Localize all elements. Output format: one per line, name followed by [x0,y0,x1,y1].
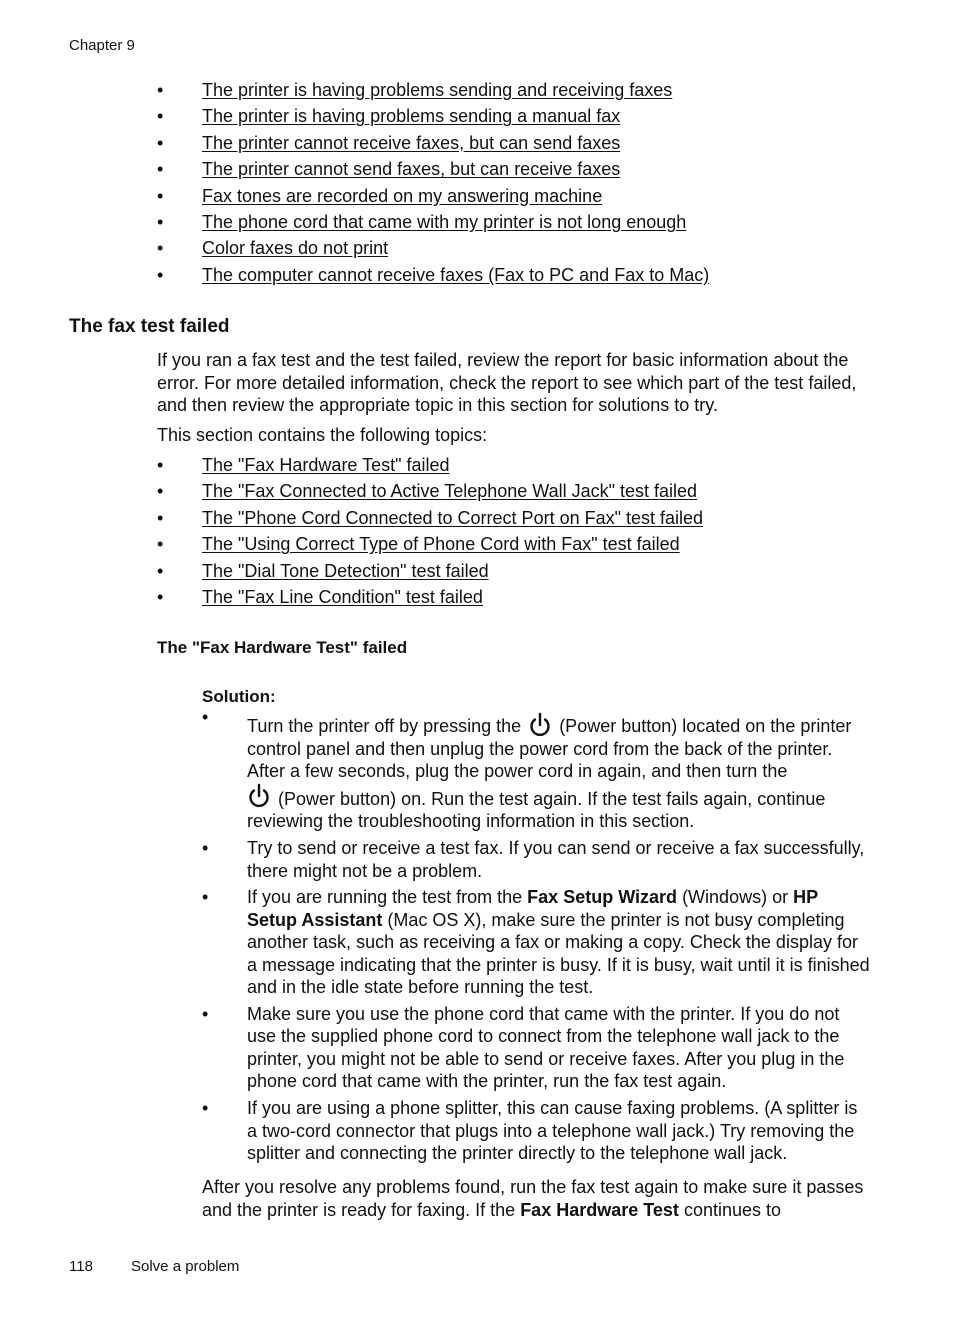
power-button-icon [247,783,271,809]
topic-link[interactable]: The "Dial Tone Detection" test failed [202,560,489,581]
solution-text: Make sure you use the phone cord that came with the printer. If you do not use the supplied phone cord to connect from the telephone wall jack to the printer, you might not be able to send or receive faxes. After you plug in the phone cord that came with the printer, run the fax test again. [247,1003,845,1092]
list-item [157,507,703,533]
closing-text: After you resolve any problems found, run the fax test again to make sure it passes and the printer is ready for faxing. If the [202,1177,864,1220]
solution-text: If you are running the test from the [247,887,523,908]
bullet: • [157,238,164,259]
list-item [157,533,703,559]
bullet: • [157,507,164,528]
topic-link[interactable]: The printer is having problems sending a manual fax [202,106,621,127]
list-item [157,158,709,184]
bullet: • [157,534,164,555]
related-topics-list [157,79,709,290]
section-heading: The fax test failed [69,316,230,337]
bullet: • [202,1003,209,1024]
topic-link[interactable]: The printer cannot send faxes, but can receive faxes [202,159,621,180]
power-button-icon [528,712,552,738]
topic-link[interactable]: The printer is having problems sending and receiving faxes [202,80,673,100]
bullet: • [157,80,164,100]
topic-link[interactable]: The "Fax Connected to Active Telephone Wall Jack" test failed [202,481,698,502]
solution-text: (Mac OS X), make sure the printer is not busy completing another task, such as receiving a fax or making a copy. Check the display for a message indicating that the printer is busy. If it is busy, wait until it is finished and in the idle state before running the test. [247,909,870,998]
bullet: • [157,185,164,206]
solution-item [202,1003,872,1093]
bullet: • [157,264,164,285]
topic-link[interactable]: Fax tones are recorded on my answering machine [202,185,603,206]
solution-item [202,1097,872,1164]
topic-link[interactable]: Color faxes do not print [202,238,389,259]
list-item [157,211,709,237]
bullet: • [157,106,164,127]
topic-link[interactable]: The computer cannot receive faxes (Fax to PC and Fax to Mac) [202,264,710,285]
solution-text: (Power button) on. Run the test again. If the test fails again, continue reviewing the troubleshooting information in this section. [247,788,826,832]
bullet: • [157,481,164,502]
section-intro: If you ran a fax test and the test failed, review the report for basic information about the error. For more detailed information, check the report to see which part of the test failed, and then review the appropriate topic in this section for solutions to try. [157,350,857,415]
footer-section: Solve a problem [131,1258,240,1275]
solution-label: Solution: [202,687,276,706]
list-item [157,560,703,586]
section-topics-list [157,454,703,612]
topic-link[interactable]: The phone cord that came with my printer is not long enough [202,211,687,232]
solution-text: Try to send or receive a test fax. If you can send or receive a fax successfully, there might not be a problem. [247,838,865,881]
bullet: • [202,1098,209,1119]
bullet: • [157,560,164,581]
bullet: • [202,838,209,859]
solution-list [202,707,872,1169]
solution-text: Turn the printer off by pressing the [247,716,522,736]
topic-link[interactable]: The "Fax Line Condition" test failed [202,586,483,607]
topic-link[interactable]: The printer cannot receive faxes, but can send faxes [202,132,621,153]
solution-item [202,886,872,998]
list-item [157,586,703,612]
bullet: • [202,707,209,727]
bullet: • [157,159,164,180]
topic-link[interactable]: The "Fax Hardware Test" failed [202,455,450,475]
bullet: • [202,887,209,908]
fax-hardware-test-term: Fax Hardware Test [520,1199,679,1220]
list-item [157,264,709,290]
bullet: • [157,455,164,475]
solution-text: If you are using a phone splitter, this can cause faxing problems. (A splitter is a two-cord connector that plugs into a telephone wall jack.) Try removing the splitter and connecting the printer directly to the telephone wall jack. [247,1098,858,1163]
list-item [157,454,703,480]
bullet: • [157,132,164,153]
list-item [157,185,709,211]
list-item [157,105,709,131]
fax-setup-wizard-term: Fax Setup Wizard [527,887,678,908]
solution-item [202,707,872,833]
subsection-heading: The "Fax Hardware Test" failed [157,638,408,657]
page-footer [69,1258,239,1275]
list-item [157,237,709,263]
page-number: 118 [69,1258,93,1275]
topic-link[interactable]: The "Phone Cord Connected to Correct Port on Fax" test failed [202,507,704,528]
list-item [157,79,709,105]
hp-setup-assistant-term: HP Setup Assistant [247,887,818,930]
closing-paragraph [202,1176,882,1221]
solution-text: (Power button) located on the printer control panel and then unplug the power cord from the back of the printer. After a few seconds, plug the power cord in again, and then turn the [247,716,852,782]
bullet: • [157,586,164,607]
solution-text: (Windows) or [682,887,789,908]
closing-text: continues to [683,1199,782,1220]
topic-link[interactable]: The "Using Correct Type of Phone Cord with Fax" test failed [202,534,680,555]
list-item [157,132,709,158]
topics-intro: This section contains the following topics: [157,425,488,445]
bullet: • [157,211,164,232]
chapter-header: Chapter 9 [69,37,135,54]
list-item [157,480,703,506]
solution-item [202,837,872,882]
